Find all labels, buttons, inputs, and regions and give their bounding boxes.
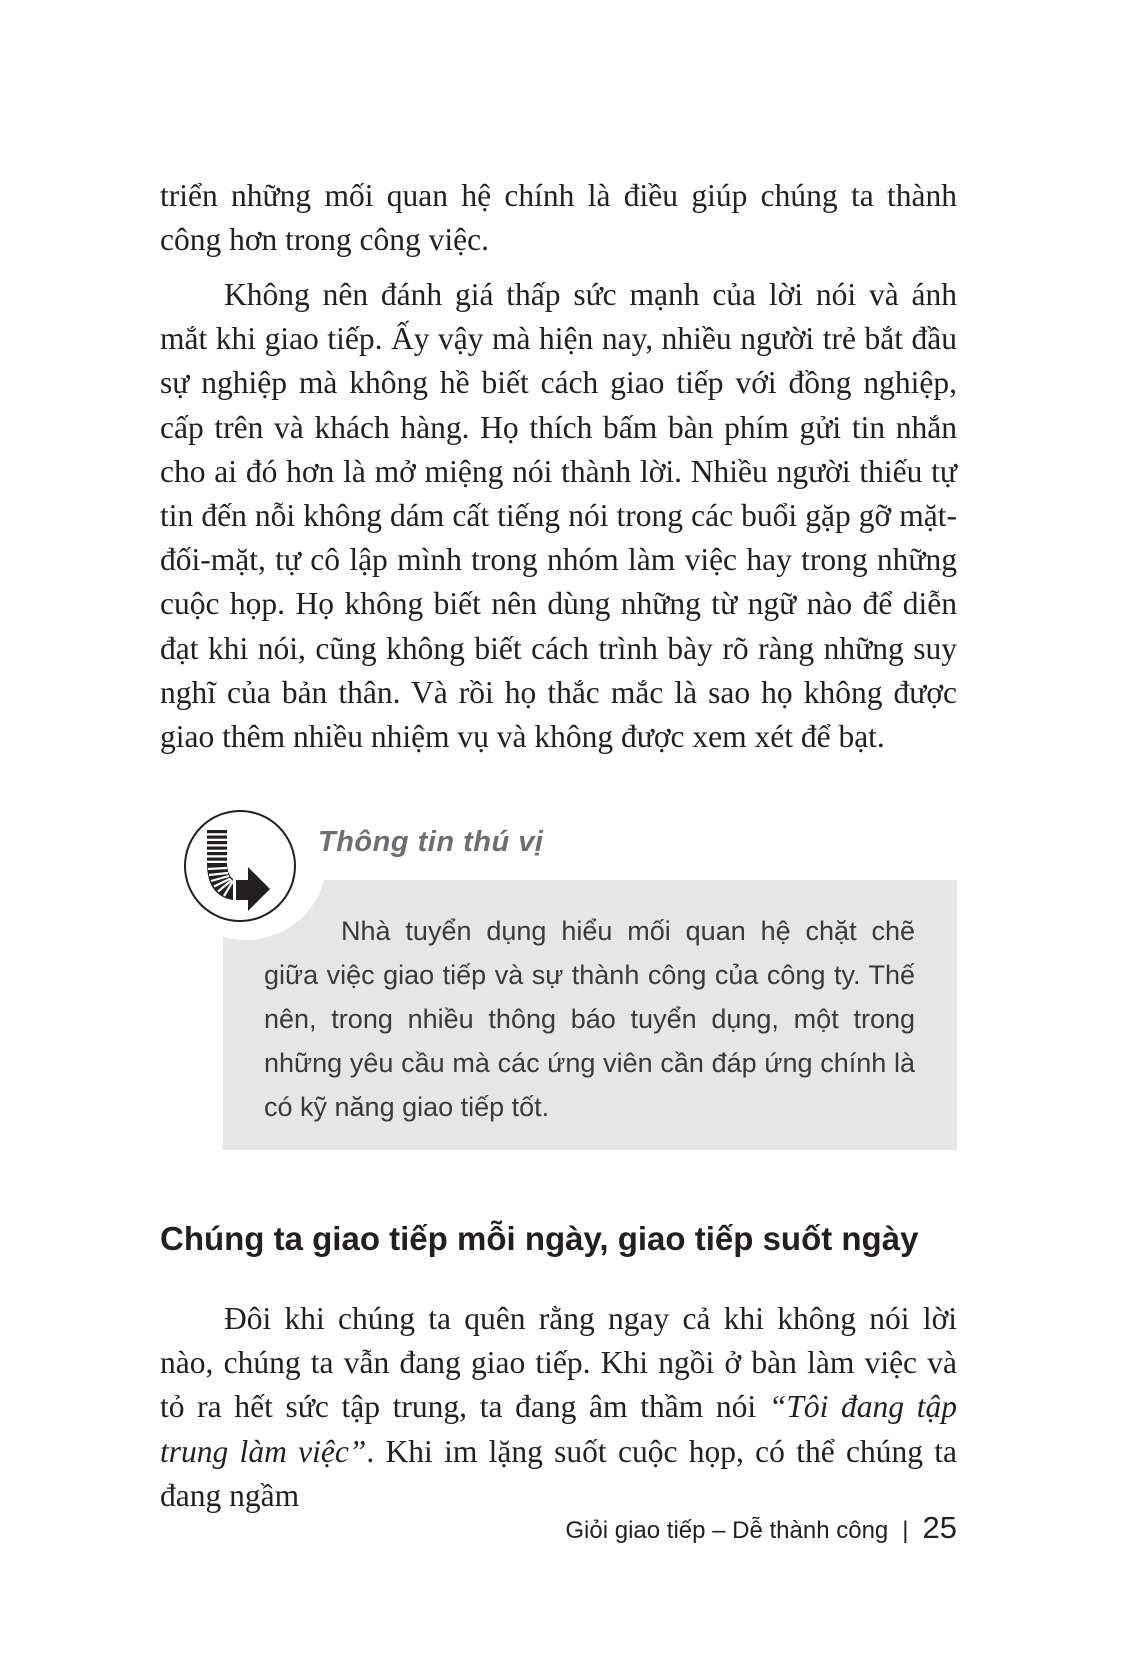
curved-arrow-icon [184, 810, 296, 922]
paragraph-italic-quote: “Tôi đang tập trung làm việc” [160, 1389, 957, 1469]
info-box-text [264, 909, 915, 1129]
paragraph-daily-communication [160, 1297, 957, 1518]
info-box-text-body: Nhà tuyển dụng hiểu mối quan hệ chặt chẽ giữa việc giao tiếp và sự thành công của công ty. Thế nên, trong nhiều thông báo tuyển dụng, một trong những yêu cầu mà các ứng viên cần đáp ứng chính là có kỹ năng giao tiếp tốt. [264, 916, 915, 1122]
paragraph-text-end: . Khi im lặng suốt cuộc họp, có thể chúng ta đang ngầm [160, 1433, 958, 1513]
info-box-title: Thông tin thú vị [318, 826, 544, 858]
section-heading: Chúng ta giao tiếp mỗi ngày, giao tiếp suốt ngày [160, 1220, 919, 1257]
paragraph-communication-skills: Không nên đánh giá thấp sức mạnh của lời nói và ánh mắt khi giao tiếp. Ấy vậy mà hiện nay, nhiều người trẻ bắt đầu sự nghiệp mà không hề biết cách giao tiếp với đồng nghiệp, cấp trên và khách hàng. Họ thích bấm bàn phím gửi tin nhắn cho ai đó hơn là mở miệng nói thành lời. Nhiều người thiếu tự tin đến nỗi không dám cất tiếng nói trong các buổi gặp gỡ mặt-đối-mặt, tự cô lập mình trong nhóm làm việc hay trong những cuộc họp. Họ không biết nên dùng những từ ngữ nào để diễn đạt khi nói, cũng không biết cách trình bày rõ ràng những suy nghĩ của bản thân. Và rồi họ thắc mắc là sao họ không được giao thêm nhiều nhiệm vụ và không được xem xét để bạt. [160, 277, 957, 755]
footer-separator: | [902, 1517, 909, 1544]
page-number: 25 [922, 1510, 957, 1545]
footer-book-title: Giỏi giao tiếp – Dễ thành công [565, 1517, 889, 1544]
paragraph-text-start: Đôi khi chúng ta quên rằng ngay cả khi không nói lời nào, chúng ta vẫn đang giao tiếp. Khi ngồi ở bàn làm việc và tỏ ra hết sức tập trung, ta đang âm thầm nói [160, 1301, 957, 1425]
page-footer [520, 1510, 957, 1546]
paragraph-continuation: triển những mối quan hệ chính là điều giúp chúng ta thành công hơn trong công việc. [160, 178, 957, 258]
